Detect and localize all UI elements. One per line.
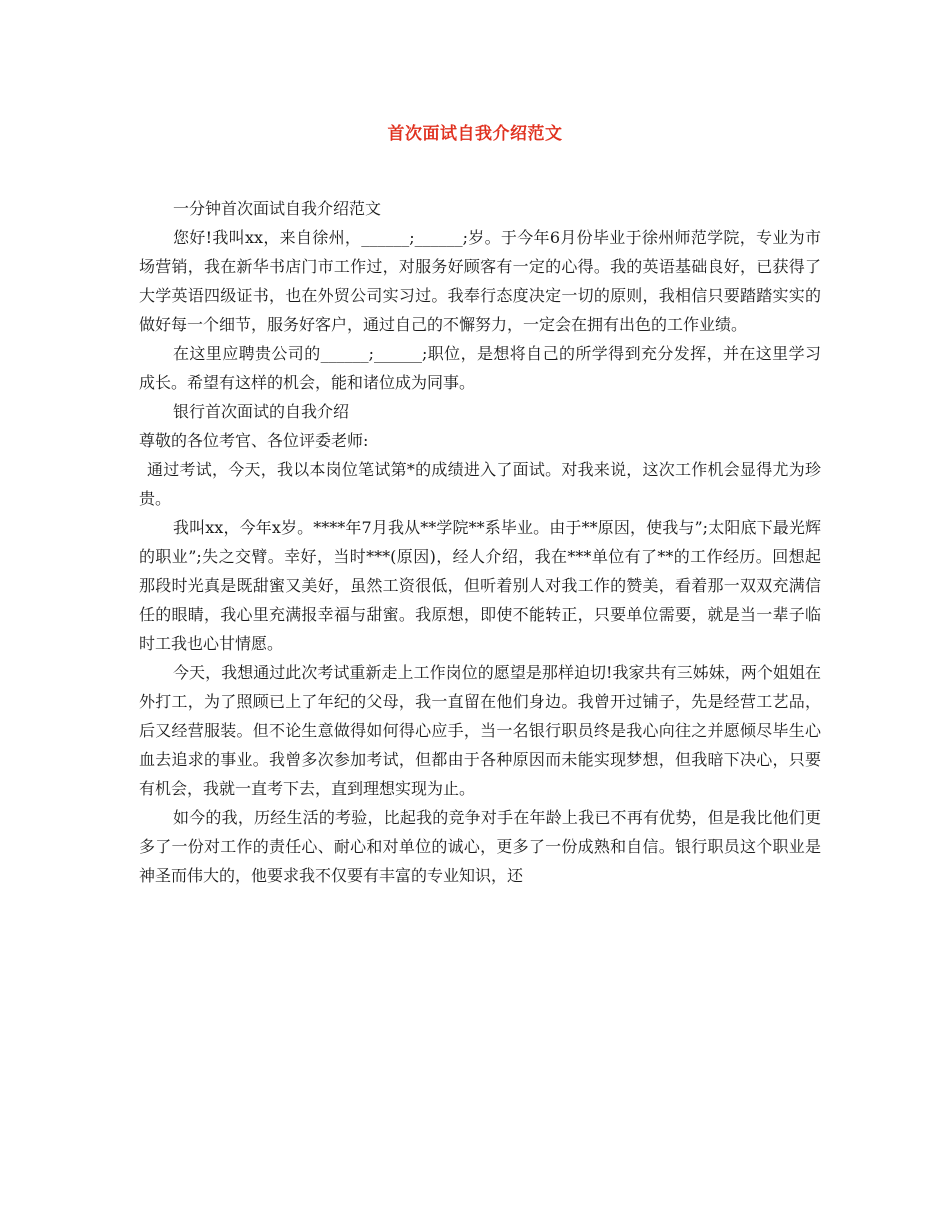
paragraph-subtitle-2: 银行首次面试的自我介绍 — [173, 402, 350, 421]
paragraph: 我叫xx，今年x岁。****年7月我从**学院**系毕业。由于**原因，使我与”;太阳底下最光辉的职业”;失之交臂。幸好，当时***(原因)，经人介绍，我在***单位有了**的工作经历。回想起那段时光真是既甜蜜又美好，虽然工资很低，但听着别人对我工作的赞美，看着那一双双充满信任的眼睛，我心里充满报幸福与甜蜜。我原想，即使不能转正，只要单位需要，就是当一辈子临时工我也心甘情愿。 — [139, 518, 821, 653]
paragraph: 您好!我叫xx，来自徐州，______;______;岁。于今年6月份毕业于徐州师范学院，专业为市场营销，我在新华书店门市工作过，对服务好顾客有一定的心得。我的英语基础良好，已获得了大学英语四级证书，也在外贸公司实习过。我奉行态度决定一切的原则，我相信只要踏踏实实的做好每一个细节，服务好客户，通过自己的不懈努力，一定会在拥有出色的工作业绩。 — [139, 228, 821, 334]
paragraph-subtitle-1: 一分钟首次面试自我介绍范文 — [173, 199, 382, 218]
paragraph: 在这里应聘贵公司的______;______;职位，是想将自己的所学得到充分发挥，并在这里学习成长。希望有这样的机会，能和诸位成为同事。 — [139, 344, 821, 392]
paragraph: 通过考试，今天，我以本岗位笔试第*的成绩进入了面试。对我来说，这次工作机会显得尤为珍贵。 — [139, 460, 821, 508]
paragraph-salutation: 尊敬的各位考官、各位评委老师: — [139, 431, 369, 450]
document-title: 首次面试自我介绍范文 — [387, 124, 563, 144]
document-body — [139, 194, 821, 890]
paragraph: 今天，我想通过此次考试重新走上工作岗位的愿望是那样迫切!我家共有三姊妹，两个姐姐在外打工，为了照顾已上了年纪的父母，我一直留在他们身边。我曾开过铺子，先是经营工艺品，后又经营服装。但不论生意做得如何得心应手，当一名银行职员终是我心向往之并愿倾尽毕生心血去追求的事业。我曾多次参加考试，但都由于各种原因而未能实现梦想，但我暗下决心，只要有机会，我就一直考下去，直到理想实现为止。 — [139, 663, 821, 798]
paragraph: 如今的我，历经生活的考验，比起我的竞争对手在年龄上我已不再有优势，但是我比他们更多了一份对工作的责任心、耐心和对单位的诚心，更多了一份成熟和自信。银行职员这个职业是神圣而伟大的，他要求我不仅要有丰富的专业知识，还 — [139, 808, 821, 885]
